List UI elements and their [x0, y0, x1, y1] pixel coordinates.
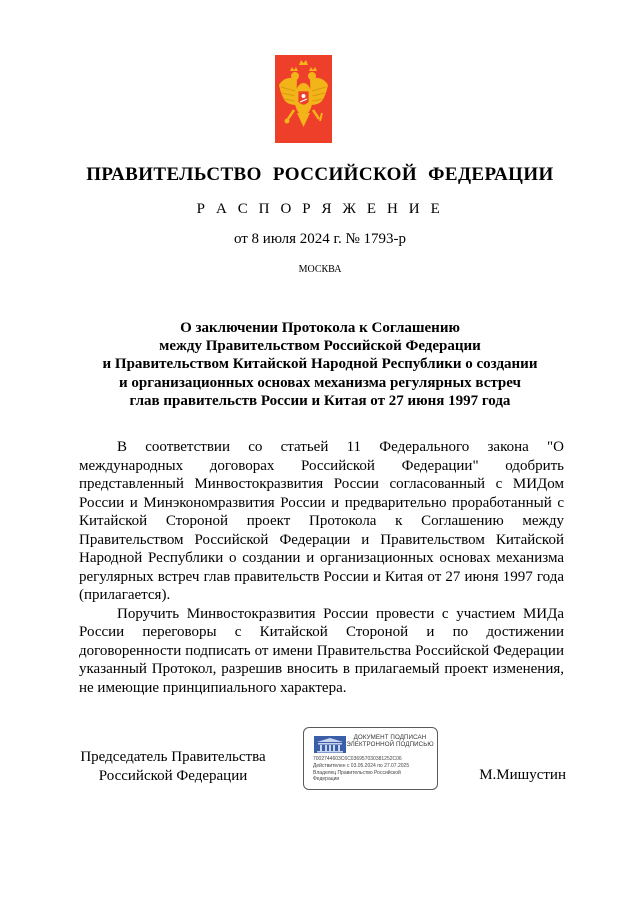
- signatory-position: [77, 748, 269, 786]
- heading-line: глав правительств России и Китая от 27 июня 1997 года: [129, 392, 511, 409]
- body-paragraph: В соответствии со статьей 11 Федерального закона "О международных договорах Российской Федерации" одобрить представленный Минвостокразвития России согласованный с МИДом России и Минэкономразвития России и предварительно проработанный с Китайской Стороной проект Протокола к Соглашению между Правительством Российской Федерации и Правительством Китайской Народной Республики о создании и организационных основах механизма регулярных встреч глав правительств России и Китая от 27 июня 1997 года (прилагается).: [79, 439, 564, 603]
- stamp-title-line: ЭЛЕКТРОННОЙ ПОДПИСЬЮ: [346, 741, 434, 749]
- stamp-title-line: ДОКУМЕНТ ПОДПИСАН: [353, 734, 427, 741]
- city: МОСКВА: [298, 264, 342, 275]
- stamp-title: [344, 734, 436, 749]
- heading-line: между Правительством Российской Федерации: [159, 338, 481, 355]
- signatory-name: М.Мишустин: [479, 767, 566, 783]
- coat-of-arms-icon: [275, 55, 332, 143]
- heading-line: и Правительством Китайской Народной Республики о создании: [102, 356, 538, 373]
- document-type: Р А С П О Р Я Ж Е Н И Е: [196, 201, 444, 217]
- heading-line: и организационных основах механизма регулярных встреч: [118, 374, 521, 391]
- government-building-icon: [314, 736, 346, 753]
- certificate-owner: Федерации: [313, 776, 340, 782]
- certificate-serial: 7002744603C6C036957030381252C06: [313, 756, 402, 762]
- document-heading: [70, 319, 570, 410]
- position-line: Российской Федерации: [98, 768, 248, 784]
- electronic-signature-stamp: [303, 727, 438, 790]
- certificate-validity: Действителен с 03.05.2024 по 27.07.2025: [313, 763, 410, 769]
- document-body: [79, 438, 564, 697]
- date-and-number: от 8 июля 2024 г. № 1793-р: [233, 231, 407, 247]
- certificate-owner: Владелец Правительство Российской: [313, 770, 401, 776]
- heading-line: О заключении Протокола к Соглашению: [180, 320, 460, 336]
- body-paragraph: Поручить Минвостокразвития России провести с участием МИДа России переговоры с Китайской Стороной и по достижении договоренности подписать от имени Правительства Российской Федерации указанный Протокол, разрешив вносить в прилагаемый проект изменения, не имеющие принципиального характера.: [79, 605, 564, 696]
- position-line: Председатель Правительства: [80, 749, 266, 765]
- government-title: ПРАВИТЕЛЬСТВО РОССИЙСКОЙ ФЕДЕРАЦИИ: [86, 164, 554, 185]
